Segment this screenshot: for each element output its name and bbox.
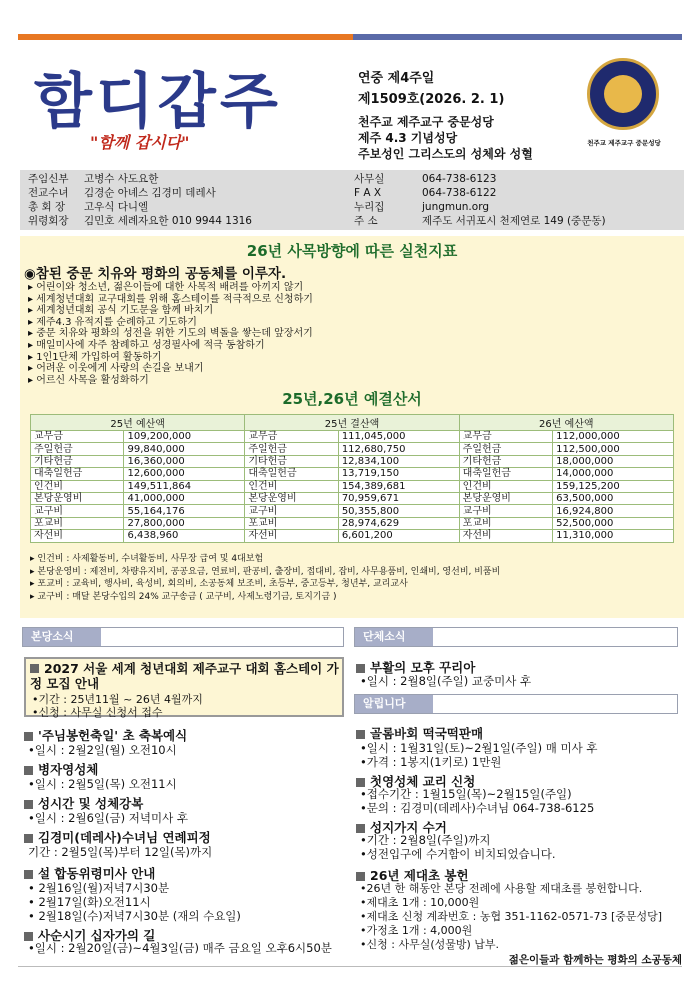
top-color-bar	[18, 34, 682, 40]
table-row	[31, 480, 674, 492]
budget-amount: 41,000,000	[124, 492, 245, 504]
plan-item: ▸ 어려운 이웃에게 사랑의 손길을 보내기	[28, 363, 313, 375]
table-row	[31, 455, 674, 467]
section-notices: 알립니다	[354, 694, 678, 714]
budget-note: ▸ 포교비 : 교육비, 행사비, 육성비, 회의비, 소공동체 보조비, 초등부, 중고등부, 청년부, 교리교사	[30, 578, 500, 591]
plan-item: ▸ 어린이와 청소년, 젊은이들에 대한 사목적 배려를 아끼지 않기	[28, 282, 313, 294]
plan-title: 26년 사목방향에 따른 실천지표	[246, 242, 458, 260]
item-title: 김경미(데레사)수녀님 연례피정	[24, 828, 211, 846]
budget-category: 본당운영비	[245, 492, 338, 504]
budget-category: 포교비	[459, 517, 552, 529]
budget-category: 인건비	[31, 480, 124, 492]
budget-amount: 14,000,000	[553, 468, 674, 480]
budget-header: 25년 예산액	[31, 415, 245, 431]
budget-category: 교구비	[245, 505, 338, 517]
budget-amount: 6,601,200	[338, 530, 459, 542]
table-row	[31, 505, 674, 517]
table-row	[31, 443, 674, 455]
item-title: '주님봉헌축일' 초 축복예식	[24, 726, 187, 744]
plan-item: ▸ 어르신 사목을 활성화하기	[28, 375, 313, 387]
budget-category: 교무금	[31, 431, 124, 443]
budget-category: 기타헌금	[31, 455, 124, 467]
budget-amount: 63,500,000	[553, 492, 674, 504]
budget-header: 26년 예산액	[459, 415, 673, 431]
budget-category: 본당운영비	[31, 492, 124, 504]
featured-notice: 2027 서울 세계 청년대회 제주교구 대회 홈스테이 가정 모집 안내 •기간 : 25년11월 ~ 26년 4월까지 •신청 : 사무실 신청서 접수	[24, 657, 344, 717]
item-title: 성시간 및 성체강복	[24, 794, 143, 812]
item-title: 설 합동위령미사 안내	[24, 864, 155, 882]
budget-amount: 13,719,150	[338, 468, 459, 480]
plan-item: ▸ 세계청년대회 교구대회를 위해 홈스테이를 적극적으로 신청하기	[28, 294, 313, 306]
budget-category: 교구비	[31, 505, 124, 517]
budget-category: 인건비	[245, 480, 338, 492]
budget-category: 대축일헌금	[459, 468, 552, 480]
plan-item: ▸ 매일미사에 자주 참례하고 성경필사에 적극 동참하기	[28, 340, 313, 352]
footer-motto: 젊은이들과 함께하는 평화의 소공동체	[508, 954, 682, 966]
item-title: 골롬바회 떡국떡판매	[356, 724, 483, 742]
budget-title: 25년,26년 예결산서	[282, 390, 422, 408]
budget-amount: 112,500,000	[553, 443, 674, 455]
budget-amount: 159,125,200	[553, 480, 674, 492]
budget-category: 주일헌금	[459, 443, 552, 455]
budget-note: ▸ 본당운영비 : 제전비, 차량유지비, 공공요금, 연료비, 판공비, 출장비, 접대비, 잡비, 사무용품비, 인쇄비, 영선비, 비품비	[30, 566, 500, 579]
table-row	[31, 517, 674, 529]
plan-items	[28, 282, 313, 386]
item-title: 사순시기 십자가의 길	[24, 926, 155, 944]
section-group-news: 단체소식	[354, 627, 678, 647]
budget-amount: 109,200,000	[124, 431, 245, 443]
budget-amount: 70,959,671	[338, 492, 459, 504]
budget-note: ▸ 인건비 : 사제활동비, 수녀활동비, 사무장 급여 및 4대보험	[30, 553, 500, 566]
budget-category: 기타헌금	[245, 455, 338, 467]
budget-category: 교무금	[459, 431, 552, 443]
budget-category: 주일헌금	[245, 443, 338, 455]
budget-amount: 112,680,750	[338, 443, 459, 455]
issue-info: 연중 제4주일 제1509호(2026. 2. 1)	[358, 71, 505, 107]
item-title: 부활의 모후 꾸리아	[356, 658, 475, 676]
budget-amount: 112,000,000	[553, 431, 674, 443]
budget-table	[30, 414, 674, 543]
section-parish-news: 본당소식	[22, 627, 344, 647]
budget-amount: 149,511,864	[124, 480, 245, 492]
budget-amount: 154,389,681	[338, 480, 459, 492]
budget-amount: 99,840,000	[124, 443, 245, 455]
budget-category: 포교비	[31, 517, 124, 529]
plan-item: ▸ 1인1단체 가입하여 활동하기	[28, 352, 313, 364]
item-title: 병자영성체	[24, 760, 98, 778]
footer-divider	[18, 966, 682, 967]
budget-amount: 55,164,176	[124, 505, 245, 517]
table-row	[31, 530, 674, 542]
budget-amount: 6,438,960	[124, 530, 245, 542]
plan-headline: ◉참된 중문 치유와 평화의 공동체를 이루자.	[24, 266, 287, 282]
website-link[interactable]: jungmun.org	[422, 201, 489, 213]
budget-amount: 16,924,800	[553, 505, 674, 517]
plan-item: ▸ 중문 치유와 평화의 성전을 위한 기도의 벽돌을 쌓는데 앞장서기	[28, 328, 313, 340]
budget-note: ▸ 교구비 : 매달 본당수입의 24% 교구송금 ( 교구비, 사제노령기금, 토지기금 )	[30, 591, 500, 604]
budget-category: 자선비	[245, 530, 338, 542]
budget-header: 25년 결산액	[245, 415, 459, 431]
budget-notes	[30, 553, 500, 603]
budget-category: 본당운영비	[459, 492, 552, 504]
budget-amount: 12,600,000	[124, 468, 245, 480]
bulletin-logo: 함디갑주	[34, 67, 282, 137]
budget-category: 대축일헌금	[31, 468, 124, 480]
budget-amount: 50,355,800	[338, 505, 459, 517]
masthead	[20, 46, 684, 161]
budget-amount: 11,310,000	[553, 530, 674, 542]
budget-amount: 12,834,100	[338, 455, 459, 467]
budget-category: 자선비	[459, 530, 552, 542]
item-title: 26년 제대초 봉헌	[356, 866, 469, 884]
budget-category: 교무금	[245, 431, 338, 443]
budget-category: 자선비	[31, 530, 124, 542]
budget-amount: 28,974,629	[338, 517, 459, 529]
item-title: 성지가지 수거	[356, 818, 447, 836]
plan-item: ▸ 세계청년대회 공식 기도문을 함께 바치기	[28, 305, 313, 317]
church-info: 천주교 제주교구 중문성당 제주 4.3 기념성당 주보성인 그리스도의 성체와 성혈	[358, 115, 533, 161]
table-row	[31, 492, 674, 504]
budget-category: 포교비	[245, 517, 338, 529]
contact-info: 주임신부 고병수 사도요한 전교수녀 김경순 아녜스 김경미 데레사 총 회 장 고우식 다니엘 위령회장 김민호 세례자요한 010 9944 1316 사무실 064-738-6123 F A X 064-738-6122 누리집 jungmun.org 주 소 제주도 서귀포시 천제연로 149 (중문동)	[20, 170, 684, 230]
item-title: 첫영성체 교리 신청	[356, 772, 475, 790]
budget-category: 기타헌금	[459, 455, 552, 467]
budget-category: 인건비	[459, 480, 552, 492]
plan-item: ▸ 제주4.3 유적지를 순례하고 기도하기	[28, 317, 313, 329]
budget-amount: 18,000,000	[553, 455, 674, 467]
seal-caption: 천주교 제주교구 중문성당	[587, 139, 661, 147]
bulletin-slogan: "함께 갑시다"	[90, 133, 190, 152]
table-row	[31, 431, 674, 443]
budget-category: 대축일헌금	[245, 468, 338, 480]
budget-amount: 111,045,000	[338, 431, 459, 443]
church-seal-icon	[587, 58, 659, 130]
table-row	[31, 468, 674, 480]
budget-amount: 16,360,000	[124, 455, 245, 467]
budget-category: 주일헌금	[31, 443, 124, 455]
pastoral-plan	[20, 236, 684, 618]
budget-category: 교구비	[459, 505, 552, 517]
budget-amount: 52,500,000	[553, 517, 674, 529]
budget-amount: 27,800,000	[124, 517, 245, 529]
